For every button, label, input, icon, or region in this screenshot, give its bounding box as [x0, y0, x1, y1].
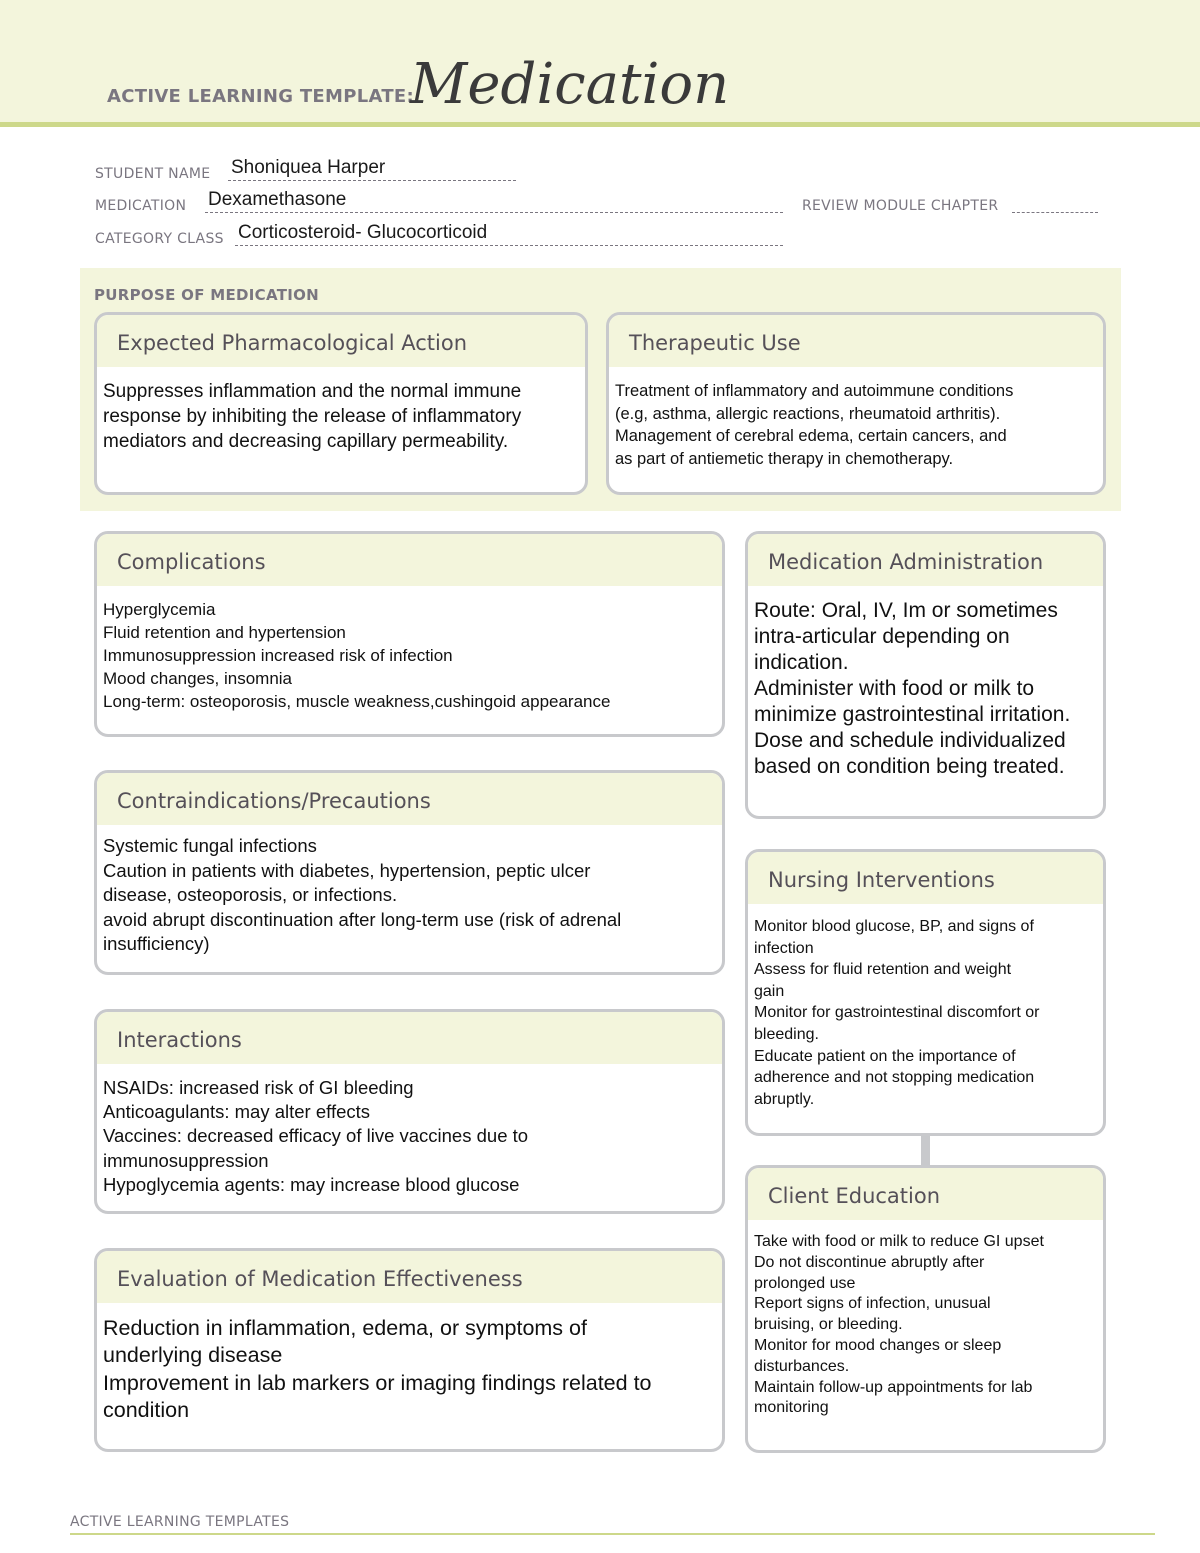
- nursing-card: [745, 849, 1106, 1136]
- page-title: Medication: [410, 52, 730, 117]
- text-line: as part of antiemetic therapy in chemotherapy.: [615, 449, 954, 468]
- category-class-field: [95, 223, 795, 249]
- footer-rule: [70, 1533, 1155, 1535]
- review-module-label: REVIEW MODULE CHAPTER: [802, 198, 999, 214]
- client-education-title: Client Education: [748, 1168, 1103, 1220]
- administration-card: [745, 531, 1106, 819]
- text-line: Caution in patients with diabetes, hypertension, peptic ulcer: [103, 859, 591, 881]
- review-module-field: [802, 190, 1102, 216]
- text-line: Hyperglycemia: [103, 600, 216, 619]
- evaluation-card: [94, 1248, 725, 1452]
- text-line: Dose and schedule individualized: [754, 729, 1066, 752]
- header-rule: [0, 122, 1200, 127]
- text-line: Route: Oral, IV, Im or sometimes: [754, 599, 1058, 622]
- text-line: gain: [754, 982, 785, 1000]
- card-connector: [921, 1135, 930, 1165]
- text-line: Do not discontinue abruptly after: [754, 1253, 985, 1271]
- student-name-label: STUDENT NAME: [95, 166, 211, 182]
- interactions-card: [94, 1009, 725, 1214]
- text-line: intra-articular depending on: [754, 625, 1010, 648]
- student-name-field: [95, 158, 525, 184]
- text-line: underlying disease: [103, 1343, 283, 1368]
- text-line: Anticoagulants: may alter effects: [103, 1101, 371, 1123]
- expected-action-card: [94, 312, 588, 495]
- nursing-body[interactable]: [754, 916, 1097, 1110]
- text-line: Take with food or milk to reduce GI upset: [754, 1233, 1044, 1250]
- text-line: immunosuppression: [103, 1149, 269, 1171]
- text-line: Monitor for gastrointestinal discomfort or: [754, 1004, 1040, 1022]
- text-line: Educate patient on the importance of: [754, 1047, 1016, 1065]
- text-line: adherence and not stopping medication: [754, 1069, 1035, 1087]
- purpose-title: PURPOSE OF MEDICATION: [94, 286, 320, 304]
- text-line: Maintain follow-up appointments for lab: [754, 1378, 1033, 1396]
- medication-value[interactable]: Dexamethasone: [208, 189, 347, 210]
- text-line: Hypoglycemia agents: may increase blood glucose: [103, 1173, 520, 1195]
- complications-body[interactable]: [103, 598, 716, 713]
- text-line: NSAIDs: increased risk of GI bleeding: [103, 1077, 414, 1098]
- interactions-title: Interactions: [97, 1012, 722, 1064]
- interactions-body[interactable]: [103, 1076, 716, 1197]
- text-line: Suppresses inflammation and the normal immune: [103, 381, 522, 402]
- evaluation-title: Evaluation of Medication Effectiveness: [97, 1251, 722, 1303]
- text-line: infection: [754, 939, 814, 957]
- text-line: Systemic fungal infections: [103, 835, 317, 856]
- therapeutic-use-title: Therapeutic Use: [609, 315, 1103, 367]
- text-line: disturbances.: [754, 1357, 850, 1375]
- review-module-line: [1012, 212, 1098, 213]
- text-line: mediators and decreasing capillary permeability.: [103, 431, 509, 452]
- therapeutic-use-card: [606, 312, 1106, 495]
- text-line: (e.g, asthma, allergic reactions, rheumatoid arthritis).: [615, 404, 1001, 423]
- text-line: Immunosuppression increased risk of infection: [103, 646, 453, 665]
- text-line: insufficiency): [103, 933, 210, 954]
- client-education-card: [745, 1165, 1106, 1453]
- text-line: response by inhibiting the release of inflammatory: [103, 406, 522, 427]
- footer-label: ACTIVE LEARNING TEMPLATES: [70, 1514, 290, 1530]
- text-line: Assess for fluid retention and weight: [754, 961, 1012, 979]
- expected-action-body[interactable]: [103, 379, 579, 454]
- contraindications-body[interactable]: [103, 834, 716, 957]
- text-line: Fluid retention and hypertension: [103, 623, 346, 642]
- medication-label: MEDICATION: [95, 198, 187, 214]
- contraindications-title: Contraindications/Precautions: [97, 773, 722, 825]
- text-line: Mood changes, insomnia: [103, 669, 293, 688]
- expected-action-title: Expected Pharmacological Action: [97, 315, 585, 367]
- category-class-value[interactable]: Corticosteroid- Glucocorticoid: [238, 222, 488, 243]
- text-line: disease, osteoporosis, or infections.: [103, 884, 398, 905]
- text-line: monitoring: [754, 1399, 829, 1417]
- text-line: Administer with food or milk to: [754, 677, 1035, 700]
- category-class-label: CATEGORY CLASS: [95, 231, 224, 247]
- client-education-body[interactable]: [754, 1232, 1097, 1419]
- complications-card: [94, 531, 725, 737]
- evaluation-body[interactable]: [103, 1315, 716, 1424]
- text-line: avoid abrupt discontinuation after long-term use (risk of adrenal: [103, 908, 622, 930]
- administration-title: Medication Administration: [748, 534, 1103, 586]
- student-name-value[interactable]: Shoniquea Harper: [231, 157, 386, 178]
- text-line: abruptly.: [754, 1090, 815, 1108]
- text-line: Improvement in lab markers or imaging findings related to: [103, 1370, 652, 1395]
- text-line: minimize gastrointestinal irritation.: [754, 703, 1071, 726]
- medication-field: [95, 190, 795, 216]
- text-line: Report signs of infection, unusual: [754, 1295, 991, 1313]
- text-line: Treatment of inflammatory and autoimmune conditions: [615, 382, 1014, 400]
- text-line: condition: [103, 1397, 190, 1422]
- text-line: Management of cerebral edema, certain cancers, and: [615, 427, 1007, 445]
- text-line: Monitor blood glucose, BP, and signs of: [754, 918, 1034, 935]
- text-line: prolonged use: [754, 1274, 856, 1292]
- nursing-title: Nursing Interventions: [748, 852, 1103, 904]
- text-line: Vaccines: decreased efficacy of live vaccines due to: [103, 1125, 529, 1147]
- text-line: Reduction in inflammation, edema, or symptoms of: [103, 1316, 587, 1340]
- template-label: ACTIVE LEARNING TEMPLATE:: [107, 86, 414, 107]
- student-name-line: [228, 180, 516, 181]
- text-line: bleeding.: [754, 1025, 819, 1043]
- text-line: indication.: [754, 651, 849, 674]
- text-line: Long-term: osteoporosis, muscle weakness,cushingoid appearance: [103, 692, 611, 711]
- text-line: bruising, or bleeding.: [754, 1316, 903, 1334]
- therapeutic-use-body[interactable]: [615, 380, 1097, 470]
- contraindications-card: [94, 770, 725, 975]
- category-class-line: [235, 245, 783, 246]
- complications-title: Complications: [97, 534, 722, 586]
- text-line: based on condition being treated.: [754, 755, 1065, 778]
- medication-line: [205, 212, 783, 213]
- administration-body[interactable]: [754, 598, 1097, 780]
- text-line: Monitor for mood changes or sleep: [754, 1336, 1002, 1354]
